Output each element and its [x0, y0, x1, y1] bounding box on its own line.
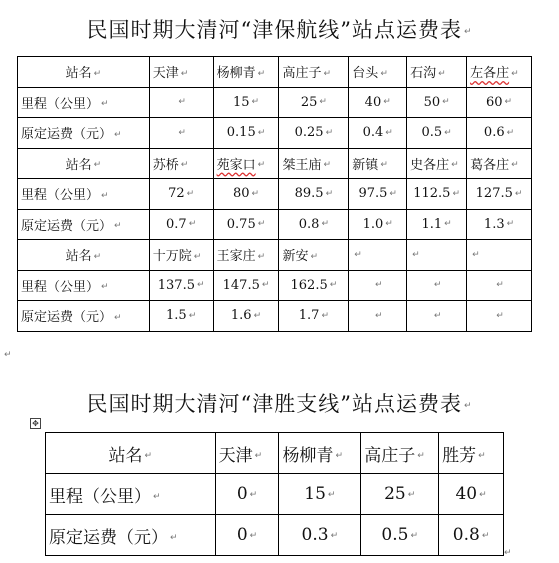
table1-title: 民国时期大清河“津保航线”站点运费表 ↵	[86, 18, 473, 42]
row-label-cell	[18, 179, 150, 210]
table-row	[18, 148, 532, 179]
row-label-cell	[18, 209, 150, 240]
cell-end-mark: ↵	[417, 451, 425, 461]
fee-cell	[149, 209, 213, 240]
cell-end-mark: ↵	[188, 219, 197, 230]
station-name-cell	[349, 148, 407, 179]
fee-cell-text: 0.8	[452, 525, 480, 545]
station-name-cell	[279, 148, 349, 179]
cell-end-mark: ↵	[93, 68, 102, 79]
cell-end-mark: ↵	[329, 280, 338, 291]
row-label-cell-text: 里程（公里）	[21, 279, 100, 295]
mileage-cell-text: 127.5	[475, 186, 513, 202]
station-name-cell	[279, 57, 349, 88]
station-name-cell-text: 新安	[282, 249, 309, 265]
row-label-cell-text: 里程（公里）	[21, 96, 100, 112]
cell-end-mark: ↵	[444, 127, 452, 138]
fee-cell-text: 0.5	[421, 125, 443, 141]
table-row	[18, 209, 532, 240]
station-name-cell-text: 十万院	[152, 249, 192, 265]
mileage-cell-text: 89.5	[294, 186, 324, 202]
mileage-cell	[149, 179, 213, 210]
cell-end-mark: ↵	[101, 190, 109, 201]
fee-cell	[467, 209, 532, 240]
row-label-cell	[18, 301, 150, 332]
cell-end-mark: ↵	[170, 533, 178, 543]
station-name-cell-text: 葛各庄	[470, 157, 510, 173]
row-label-cell-text: 原定运费（元）	[21, 127, 113, 143]
station-name-cell	[149, 57, 213, 88]
station-name-cell	[349, 240, 407, 271]
fee-cell-text: 1.7	[298, 308, 320, 324]
fee-cell	[439, 515, 504, 556]
fee-cell	[407, 301, 467, 332]
fee-cell	[349, 209, 407, 240]
cell-end-mark: ↵	[511, 68, 519, 79]
fee-cell	[407, 118, 467, 149]
cell-end-mark: ↵	[335, 451, 343, 461]
fee-cell	[467, 118, 532, 149]
cell-end-mark: ↵	[196, 280, 205, 291]
cell-end-mark: ↵	[257, 127, 266, 138]
cell-end-mark: ↵	[496, 280, 504, 291]
cell-end-mark: ↵	[249, 530, 258, 541]
row-label-cell	[46, 433, 216, 474]
mileage-cell	[361, 474, 439, 515]
fee-cell	[149, 118, 213, 149]
station-name-cell	[149, 240, 213, 271]
mileage-cell-text: 97.5	[358, 186, 388, 202]
fee-cell-text: 0.8	[298, 216, 320, 232]
station-name-cell-text: 高庄子	[282, 66, 322, 82]
table-row	[18, 118, 532, 149]
cell-end-mark: ↵	[478, 451, 486, 461]
cell-end-mark: ↵	[481, 530, 490, 541]
station-name-cell	[213, 148, 279, 179]
cell-end-mark: ↵	[114, 129, 122, 140]
fee-cell	[213, 209, 279, 240]
cell-end-mark: ↵	[514, 188, 523, 199]
fee-cell-text: 1.3	[483, 216, 505, 232]
cell-end-mark: ↵	[472, 249, 480, 260]
table-row	[18, 87, 532, 118]
mileage-cell	[349, 270, 407, 301]
station-name-cell	[407, 240, 467, 271]
cell-end-mark: ↵	[412, 249, 420, 260]
cell-end-mark: ↵	[261, 280, 270, 291]
row-label-cell-text: 站名	[65, 157, 92, 173]
fee-cell-text: 1.5	[166, 308, 187, 324]
station-name-cell	[215, 433, 279, 474]
mileage-cell	[279, 179, 349, 210]
fee-cell-text: 0.75	[226, 216, 256, 232]
mileage-cell-text: 25	[384, 484, 406, 504]
cell-end-mark: ↵	[327, 489, 336, 500]
fee-cell-text: 0.7	[166, 216, 187, 232]
mileage-cell-text: 72	[168, 186, 185, 202]
cell-end-mark: ↵	[310, 251, 319, 262]
row-label-cell	[18, 240, 150, 271]
station-name-cell	[279, 433, 361, 474]
cell-end-mark: ↵	[380, 160, 388, 171]
fee-cell	[279, 209, 349, 240]
station-name-cell-text: 史各庄	[410, 157, 450, 173]
station-name-cell-text: 胜芳	[442, 445, 477, 466]
station-name-cell	[467, 57, 532, 88]
cell-end-mark: ↵	[251, 97, 260, 108]
station-name-cell	[407, 148, 467, 179]
station-name-cell	[467, 240, 532, 271]
station-name-cell-text: 杨柳青	[216, 66, 256, 82]
row-label-cell-text: 站名	[65, 249, 92, 265]
mileage-cell-text: 40	[364, 94, 382, 110]
table2-title: 民国时期大清河“津胜支线”站点运费表 ↵	[86, 392, 473, 416]
fee-cell	[213, 118, 279, 149]
fee-cell	[149, 301, 213, 332]
cell-end-mark: ↵	[319, 97, 327, 108]
station-name-cell	[467, 148, 532, 179]
row-label-cell	[18, 118, 150, 149]
cell-end-mark: ↵	[114, 221, 122, 232]
fee-cell	[215, 515, 279, 556]
cell-end-mark: ↵	[257, 160, 266, 171]
mileage-cell	[279, 270, 349, 301]
fee-cell-text: 0.3	[301, 525, 329, 545]
mileage-cell	[407, 270, 467, 301]
cell-end-mark: ↵	[101, 282, 109, 293]
row-label-cell-text: 里程（公里）	[21, 188, 100, 204]
mileage-cell	[467, 179, 532, 210]
mileage-cell-text: 137.5	[157, 277, 195, 293]
mileage-cell	[407, 87, 467, 118]
cell-end-mark: ↵	[193, 251, 202, 262]
cell-end-mark: ↵	[93, 160, 102, 171]
cell-end-mark: ↵	[257, 251, 266, 262]
cell-end-mark: ↵	[380, 68, 388, 79]
mileage-cell-text: 15	[232, 94, 250, 110]
fee-cell-text: 0.4	[362, 125, 384, 141]
mileage-cell	[215, 474, 279, 515]
cell-end-mark: ↵	[178, 97, 186, 108]
mileage-cell	[439, 474, 504, 515]
table-row	[18, 270, 532, 301]
row-label-cell-text: 原定运费（元）	[49, 527, 168, 548]
station-name-cell-text: 杨柳青	[282, 445, 334, 466]
row-label-cell-text: 里程（公里）	[49, 486, 151, 507]
station-name-cell	[439, 433, 504, 474]
cell-end-mark: ↵	[410, 530, 418, 541]
cell-end-mark: ↵	[325, 127, 334, 138]
fee-cell	[213, 301, 279, 332]
cell-end-mark: ↵	[257, 219, 266, 230]
cell-end-mark: ↵	[354, 249, 362, 260]
station-name-cell-text: 石沟	[410, 66, 437, 82]
cell-end-mark: ↵	[251, 188, 260, 199]
cell-end-mark: ↵	[188, 310, 197, 321]
cell-end-mark: ↵	[254, 451, 263, 461]
row-label-cell-text: 原定运费（元）	[21, 218, 113, 234]
station-name-cell	[361, 433, 439, 474]
mileage-cell	[349, 179, 407, 210]
row-label-cell	[18, 270, 150, 301]
fee-cell	[349, 301, 407, 332]
cell-end-mark: ↵	[511, 160, 519, 171]
fee-cell-text: 0.6	[483, 125, 505, 141]
fee-cell-text: 1.1	[421, 216, 443, 232]
cell-end-mark: ↵	[438, 68, 446, 79]
paragraph-mark: ↵	[4, 350, 12, 360]
station-name-cell-text: 王家庄	[216, 249, 256, 265]
table-move-handle-icon[interactable]: ✥	[30, 418, 41, 429]
mileage-cell	[213, 87, 279, 118]
row-label-cell	[18, 87, 150, 118]
mileage-cell-text: 147.5	[222, 277, 260, 293]
mileage-cell	[213, 179, 279, 210]
cell-end-mark: ↵	[433, 280, 442, 291]
row-label-cell-text: 原定运费（元）	[21, 310, 113, 326]
table-row	[18, 240, 532, 271]
row-label-cell	[46, 515, 216, 556]
mileage-cell-text: 40	[455, 484, 478, 504]
mileage-cell	[467, 270, 532, 301]
cell-end-mark: ↵	[385, 219, 393, 230]
cell-end-mark: ↵	[442, 97, 450, 108]
cell-end-mark: ↵	[186, 188, 195, 199]
cell-end-mark: ↵	[321, 310, 329, 321]
fee-cell-text: 1.0	[362, 216, 384, 232]
fee-cell-text: 1.6	[230, 308, 252, 324]
cell-end-mark: ↵	[506, 219, 515, 230]
mileage-cell-text: 162.5	[290, 277, 328, 293]
station-name-cell	[407, 57, 467, 88]
table-row	[18, 179, 532, 210]
mileage-cell-text: 80	[232, 186, 250, 202]
cell-end-mark: ↵	[433, 310, 442, 321]
cell-end-mark: ↵	[504, 97, 513, 108]
mileage-cell-text: 50	[423, 94, 441, 110]
station-name-cell	[279, 240, 349, 271]
fee-cell	[279, 301, 349, 332]
cell-end-mark: ↵	[444, 219, 452, 230]
station-name-cell-text: 新镇	[352, 157, 379, 173]
station-name-cell-text: 苏桥	[152, 157, 179, 173]
cell-end-mark: ↵	[452, 188, 460, 199]
table-row	[18, 57, 532, 88]
cell-end-mark: ↵	[383, 97, 391, 108]
station-name-cell	[213, 240, 279, 271]
table-row	[18, 301, 532, 332]
mileage-cell	[149, 270, 213, 301]
mileage-cell-text: 112.5	[413, 186, 451, 202]
cell-end-mark: ↵	[153, 492, 161, 502]
jinbao-fee-table	[17, 56, 532, 332]
cell-end-mark: ↵	[407, 489, 416, 500]
cell-end-mark: ↵	[253, 310, 262, 321]
cell-end-mark: ↵	[180, 160, 189, 171]
row-label-cell	[18, 57, 150, 88]
station-name-cell	[349, 57, 407, 88]
fee-cell-text: 0.25	[294, 125, 324, 141]
mileage-cell-text: 0	[236, 484, 248, 504]
station-name-cell	[149, 148, 213, 179]
cell-end-mark: ↵	[325, 188, 334, 199]
station-name-cell-text: 天津	[218, 445, 253, 466]
cell-end-mark: ↵	[101, 99, 109, 110]
cell-end-mark: ↵	[178, 127, 186, 138]
fee-cell	[279, 515, 361, 556]
fee-cell	[361, 515, 439, 556]
cell-end-mark: ↵	[249, 489, 258, 500]
table-row	[46, 433, 504, 474]
mileage-cell	[349, 87, 407, 118]
cell-end-mark: ↵	[451, 160, 459, 171]
mileage-cell	[149, 87, 213, 118]
cell-end-mark: ↵	[496, 310, 504, 321]
mileage-cell	[467, 87, 532, 118]
mileage-cell	[213, 270, 279, 301]
table-row	[46, 515, 504, 556]
cell-end-mark: ↵	[330, 530, 339, 541]
fee-cell	[407, 209, 467, 240]
fee-cell-text: 0	[236, 525, 248, 545]
table-row	[46, 474, 504, 515]
row-label-cell	[46, 474, 216, 515]
station-name-cell-text: 苑家口	[216, 157, 256, 173]
mileage-cell-text: 25	[300, 94, 318, 110]
cell-end-mark: ↵	[374, 280, 383, 291]
row-label-cell	[18, 148, 150, 179]
cell-end-mark: ↵	[144, 451, 153, 461]
fee-cell	[279, 118, 349, 149]
station-name-cell	[213, 57, 279, 88]
cell-end-mark: ↵	[93, 251, 102, 262]
cell-end-mark: ↵	[506, 127, 515, 138]
mileage-cell-text: 60	[485, 94, 503, 110]
cell-end-mark: ↵	[323, 160, 332, 171]
station-name-cell-text: 高庄子	[364, 445, 416, 466]
paragraph-mark: ↵	[504, 548, 512, 558]
mileage-cell	[279, 474, 361, 515]
cell-end-mark: ↵	[389, 188, 397, 199]
cell-end-mark: ↵	[385, 127, 393, 138]
fee-cell	[467, 301, 532, 332]
mileage-cell	[279, 87, 349, 118]
cell-end-mark: ↵	[323, 68, 332, 79]
cell-end-mark: ↵	[257, 68, 266, 79]
station-name-cell-text: 桀王庙	[282, 157, 322, 173]
cell-end-mark: ↵	[374, 310, 383, 321]
station-name-cell-text: 台头	[352, 66, 379, 82]
fee-cell	[349, 118, 407, 149]
jinsheng-fee-table	[45, 432, 504, 556]
mileage-cell-text: 15	[304, 484, 326, 504]
mileage-cell	[407, 179, 467, 210]
fee-cell-text: 0.15	[226, 125, 256, 141]
station-name-cell-text: 天津	[152, 66, 179, 82]
cell-end-mark: ↵	[114, 312, 122, 323]
fee-cell-text: 0.5	[381, 525, 409, 545]
station-name-cell-text: 左各庄	[470, 66, 510, 82]
cell-end-mark: ↵	[180, 68, 189, 79]
row-label-cell-text: 站名	[108, 445, 143, 466]
cell-end-mark: ↵	[479, 489, 487, 500]
row-label-cell-text: 站名	[65, 66, 92, 82]
cell-end-mark: ↵	[321, 219, 329, 230]
